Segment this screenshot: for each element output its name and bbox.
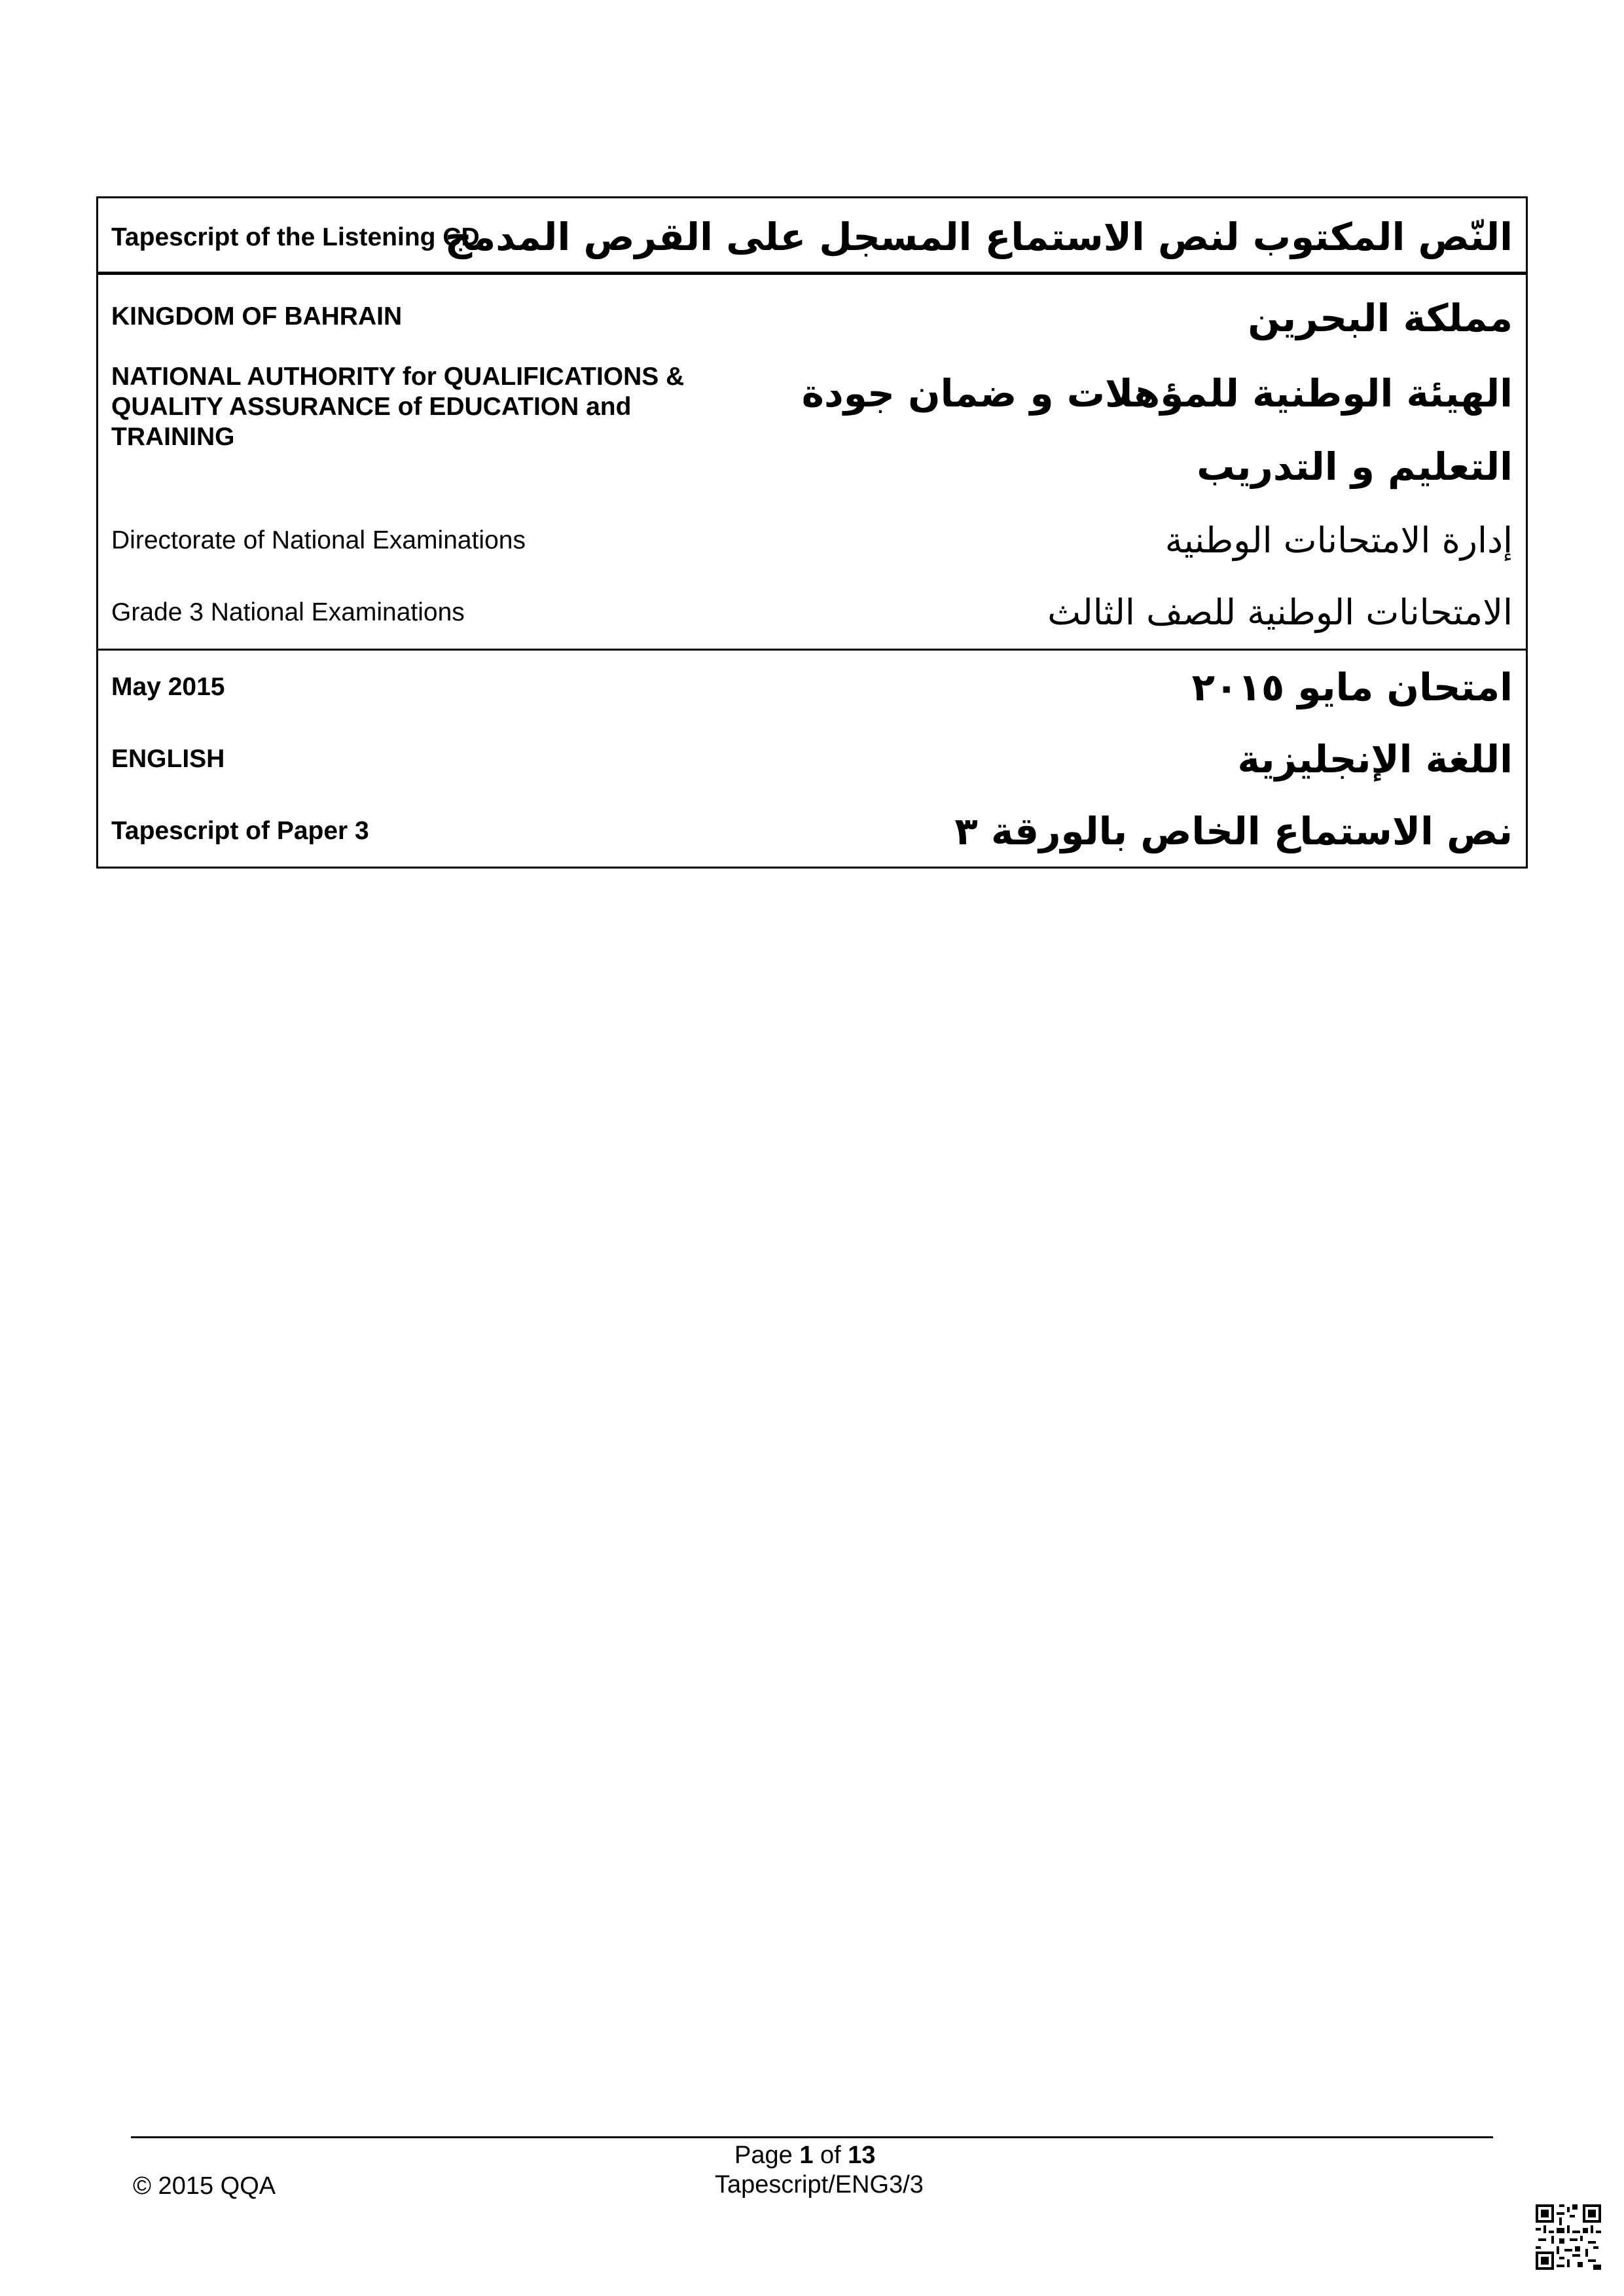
nqa-line1-en: NATIONAL AUTHORITY for QUALIFICATIONS & [111,363,685,391]
paper-ar: نص الاستماع الخاص بالورقة ٣ [954,809,1513,853]
kingdom-ar: مملكة البحرين [1248,296,1513,340]
directorate-ar: إدارة الامتحانات الوطنية [1164,520,1513,561]
subject-ar: اللغة الإنجليزية [1237,737,1513,781]
exam-date-ar: امتحان مايو ٢٠١٥ [1191,665,1513,709]
authority-divider [98,649,1526,651]
subject-en: ENGLISH [111,745,225,773]
page-total: 13 [848,2142,876,2169]
copyright: © 2015 QQA [133,2172,276,2200]
directorate-en: Directorate of National Examinations [111,526,526,554]
nqa-line2-en: QUALITY ASSURANCE of EDUCATION and [111,393,632,421]
footer-rule [131,2136,1493,2138]
page-prefix: Page [734,2142,793,2169]
grade-en: Grade 3 National Examinations [111,598,465,626]
page-number [734,2142,876,2170]
page-of: of [820,2142,841,2169]
nqa-line3-en: TRAINING [111,423,235,451]
nqa-line1-ar: الهيئة الوطنية للمؤهلات و ضمان جودة [801,371,1513,416]
paper-en: Tapescript of Paper 3 [111,817,369,845]
grade-ar: الامتحانات الوطنية للصف الثالث [1047,592,1513,633]
kingdom-en: KINGDOM OF BAHRAIN [111,302,403,331]
document-code: Tapescript/ENG3/3 [715,2171,924,2198]
cover-table [96,196,1528,869]
title-ar: النّص المكتوب لنص الاستماع المسجل على القرص المدمج [444,215,1513,259]
qr-code-icon [1536,2204,1601,2270]
nqa-line2-ar: التعليم و التدريب [1197,444,1513,489]
title-en: Tapescript of the Listening CD [111,223,480,251]
header-divider [98,272,1526,275]
exam-date-en: May 2015 [111,673,225,701]
page-current: 1 [799,2142,814,2169]
